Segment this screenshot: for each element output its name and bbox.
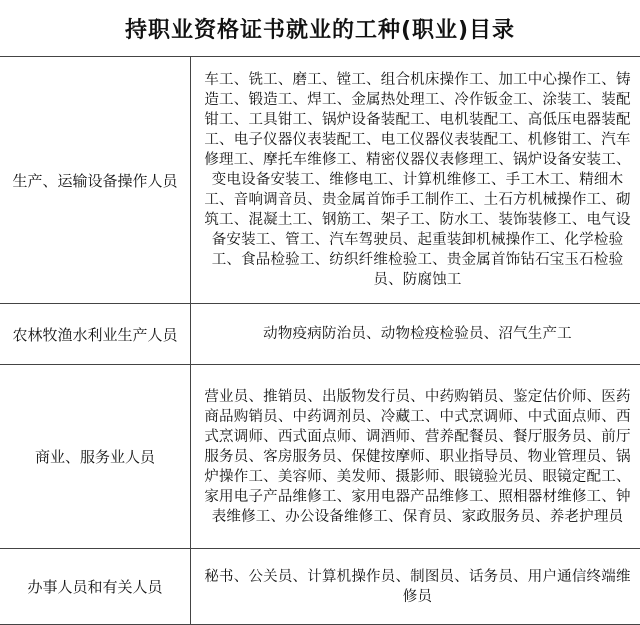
- table-row: [0, 57, 640, 304]
- occupation-catalog-table: [0, 56, 640, 625]
- page-title: 持职业资格证书就业的工种(职业)目录: [124, 17, 516, 43]
- occupation-list-cell: 秘书、公关员、计算机操作员、制图员、话务员、用户通信终端维修员: [191, 549, 640, 625]
- category-cell: 生产、运输设备操作人员: [0, 57, 191, 304]
- table-row: [0, 304, 640, 365]
- category-cell: 商业、服务业人员: [0, 365, 191, 549]
- category-cell: 农林牧渔水利业生产人员: [0, 304, 191, 365]
- category-cell: 办事人员和有关人员: [0, 549, 191, 625]
- occupation-list-cell: 营业员、推销员、出版物发行员、中药购销员、鉴定估价师、医药商品购销员、中药调剂员、冷藏工、中式烹调师、中式面点师、西式烹调师、西式面点师、调酒师、营养配餐员、餐厅服务员、前厅服务员、客房服务员、保健按摩师、职业指导员、物业管理员、锅炉操作工、美容师、美发师、摄影师、眼镜验光员、眼镜定配工、家用电子产品维修工、家用电器产品维修工、照相器材维修工、钟表维修工、办公设备维修工、保育员、家政服务员、养老护理员: [191, 365, 640, 549]
- table-row: [0, 365, 640, 549]
- table-row: [0, 549, 640, 625]
- occupation-list-cell: 车工、铣工、磨工、镗工、组合机床操作工、加工中心操作工、铸造工、锻造工、焊工、金属热处理工、冷作钣金工、涂装工、装配钳工、工具钳工、锅炉设备装配工、电机装配工、高低压电器装配工、电子仪器仪表装配工、电工仪器仪表装配工、机修钳工、汽车修理工、摩托车维修工、精密仪器仪表修理工、锅炉设备安装工、变电设备安装工、维修电工、计算机维修工、手工木工、精细木工、音响调音员、贵金属首饰手工制作工、土石方机械操作工、砌筑工、混凝土工、钢筋工、架子工、防水工、装饰装修工、电气设备安装工、管工、汽车驾驶员、起重装卸机械操作工、化学检验工、食品检验工、纺织纤维检验工、贵金属首饰钻石宝玉石检验员、防腐蚀工: [191, 57, 640, 304]
- occupation-list-cell: 动物疫病防治员、动物检疫检验员、沼气生产工: [191, 304, 640, 365]
